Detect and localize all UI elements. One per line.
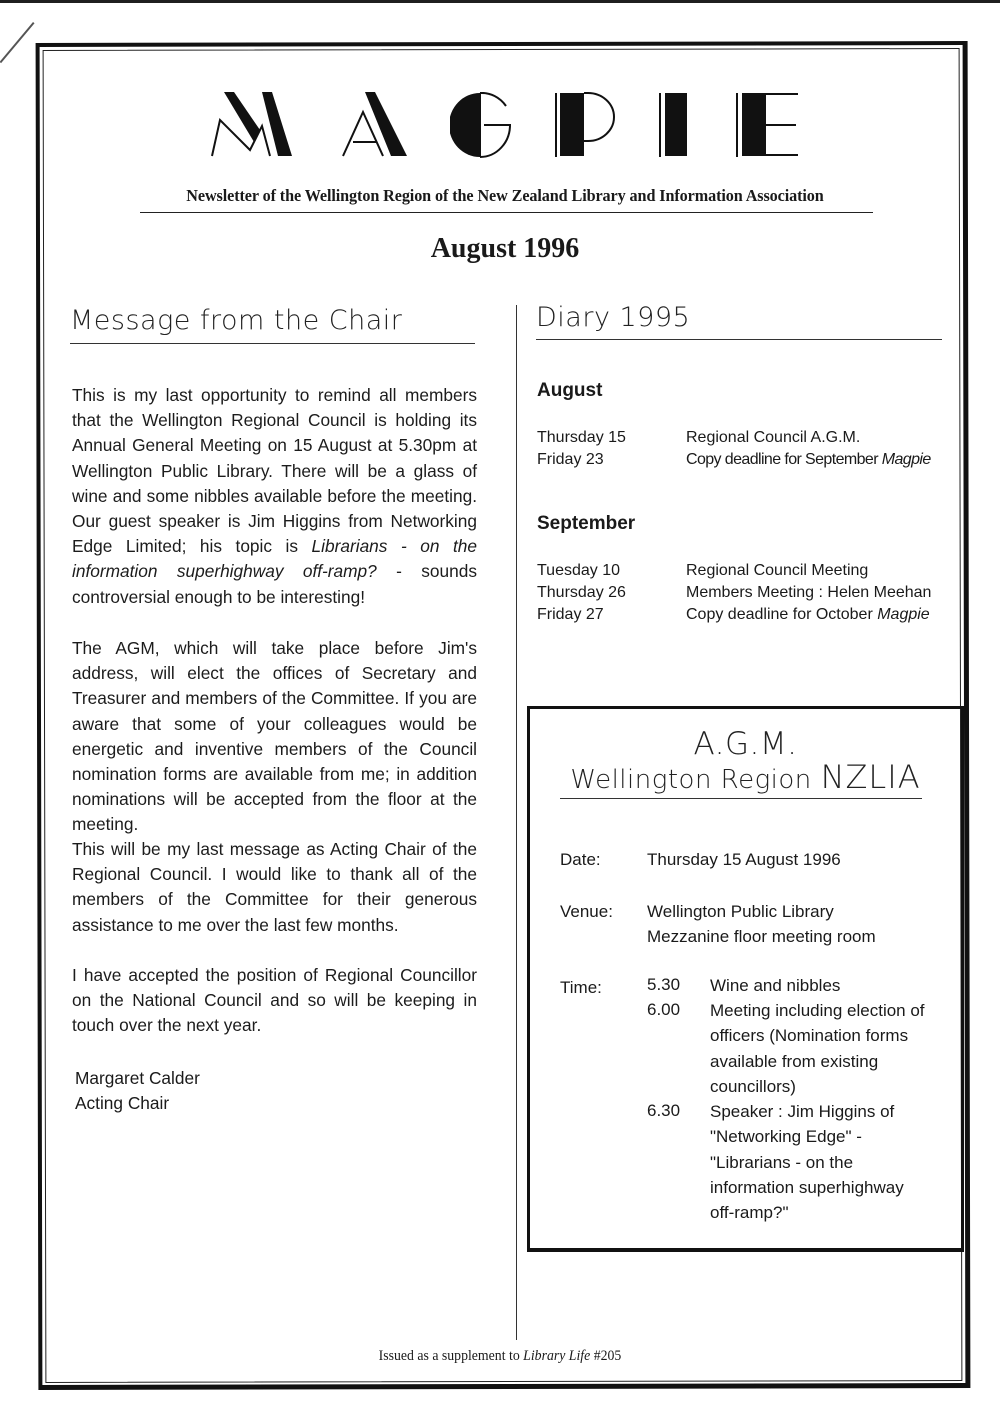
event-text: Members Meeting : Helen Meehan [686, 584, 932, 601]
entry-date: Thursday 26 [537, 584, 626, 601]
schedule-desc: Wine and nibbles [710, 976, 841, 995]
magpie-logo [210, 88, 800, 158]
signature-title: Acting Chair [75, 1093, 170, 1114]
entry-date: Friday 23 [537, 451, 604, 468]
agm-subtitle [527, 758, 964, 796]
chair-paragraph-3 [72, 837, 477, 938]
logo-letter-a-icon [339, 92, 409, 158]
agm-title: A.G.M. [693, 726, 798, 762]
event-text: Copy deadline for September [686, 451, 882, 468]
footer-text: Issued as a supplement to [378, 1348, 524, 1364]
column-divider [516, 305, 517, 1340]
entry-date: Thursday 15 [537, 429, 626, 446]
paragraph-text: This is my last opportunity to remind all members that the Wellington Regional Council is holding its Annual General Meeting on 15 August at 5.30pm at Wellington Public Library. There will be a glass of wine and some nibbles available before the meeting. Our guest speaker is Jim Higgins from Networking Edge Limited; his topic is [72, 385, 477, 557]
paragraph-text: The AGM, which will take place before Jim's address, will elect the offices of Secretary and Treasurer and members of the Committee. If you are aware that some of your colleagues would be energetic and inventive members of the Council nomination forms are available from me; in addition nominations will be accepted from the floor at the meeting. [72, 638, 477, 835]
diary-entry [537, 449, 957, 470]
agm-region: Wellington Region [570, 765, 821, 795]
diary-month-september: September [537, 513, 636, 534]
entry-date: Friday 27 [537, 606, 604, 623]
signature-name: Margaret Calder [75, 1068, 200, 1088]
diary-entry [537, 427, 957, 448]
paragraph-text: - sounds controversial enough to be interesting! [72, 561, 477, 607]
entry-date: Tuesday 10 [537, 562, 621, 579]
date-value: Thursday 15 August 1996 [647, 850, 841, 869]
schedule-desc: Meeting including election of officers (Nomination forms available from existing councillors) [710, 1001, 925, 1096]
scan-edge [0, 0, 1000, 3]
logo-letter-i-icon [657, 92, 693, 158]
time-label: Time: [560, 978, 602, 997]
diary-entry [537, 604, 957, 625]
event-text: Regional Council Meeting [686, 562, 869, 579]
issue-date: August 1996 [430, 233, 580, 264]
publication-name: Magpie [881, 451, 931, 468]
schedule-time: 5.30 [647, 975, 681, 994]
logo-letter-e-icon [734, 92, 800, 158]
diary-entry [537, 560, 957, 581]
logo-letter-g-icon [450, 92, 512, 158]
entry-event [686, 449, 957, 470]
venue-line: Mezzanine floor meeting room [647, 927, 876, 946]
schedule-desc: Speaker : Jim Higgins of "Networking Edge" - "Librarians - on the information superhighway off-ramp?" [710, 1102, 904, 1223]
diary-heading-underline [536, 339, 942, 340]
chair-heading-underline [70, 343, 475, 344]
diary-entry [537, 582, 957, 603]
agm-org: NZLIA [820, 758, 921, 796]
talk-title: Librarians - on the information superhighway off-ramp? [72, 536, 477, 582]
paragraph-text: This will be my last message as Acting Chair of the Regional Council. I would like to thank all of the members of the Committee for their generous assistance to me over the last few months. [72, 839, 477, 935]
entry-event [686, 604, 957, 625]
agm-heading-underline [560, 798, 922, 799]
venue-line: Wellington Public Library [647, 902, 834, 921]
logo-letter-p-icon [554, 92, 616, 158]
event-text: Copy deadline for October [686, 606, 878, 623]
entry-event [686, 427, 957, 448]
newsletter-subtitle: Newsletter of the Wellington Region of the New Zealand Library and Information Association [186, 186, 824, 205]
chair-paragraph-1 [72, 383, 477, 610]
diary-month-august: August [537, 380, 603, 401]
schedule-time: 6.00 [647, 1000, 681, 1019]
stray-pen-mark [0, 22, 35, 63]
publication-name: Library Life [523, 1348, 591, 1364]
paragraph-text: I have accepted the position of Regional Councillor on the National Council and so will be keeping in touch over the next year. [72, 965, 477, 1036]
venue-value [647, 899, 876, 949]
chair-paragraph-2 [72, 636, 477, 838]
publication-name: Magpie [877, 606, 930, 623]
chair-paragraph-4 [72, 963, 477, 1039]
date-label: Date: [560, 850, 601, 869]
event-text: Regional Council A.G.M. [686, 429, 861, 446]
diary-heading: Diary 1995 [536, 302, 691, 333]
footer-note [40, 1348, 960, 1365]
signature-block [75, 1066, 200, 1116]
logo-letter-m-icon [210, 92, 298, 158]
entry-event [686, 582, 957, 603]
venue-label: Venue: [560, 902, 613, 921]
entry-event [686, 560, 957, 581]
schedule-time: 6.30 [647, 1101, 681, 1120]
subtitle-underline [140, 212, 873, 213]
chair-message-heading: Message from the Chair [70, 305, 403, 336]
footer-issue: #205 [590, 1348, 622, 1364]
